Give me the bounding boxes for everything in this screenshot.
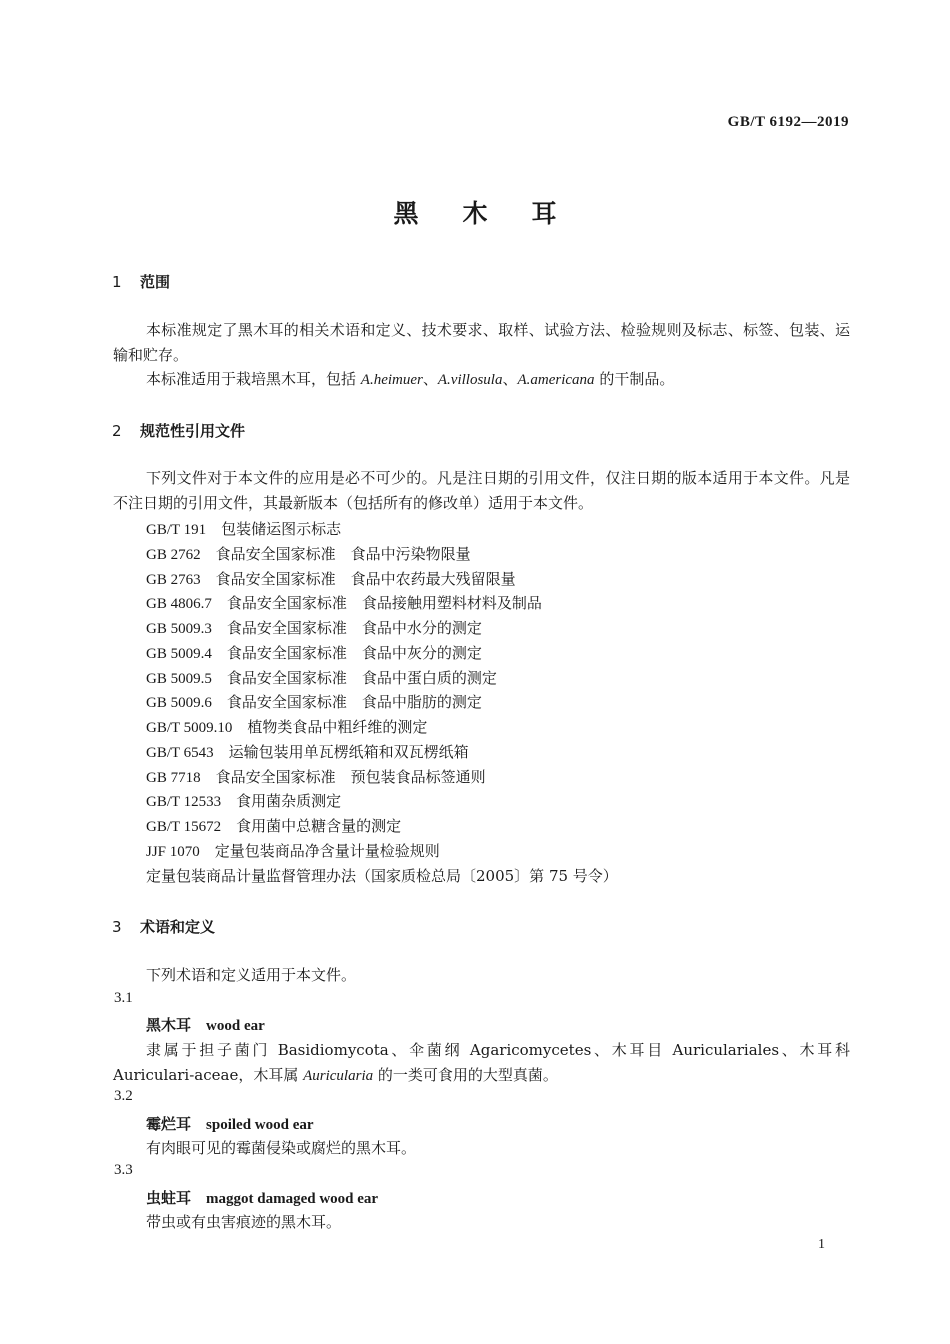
references-intro: 下列文件对于本文件的应用是必不可少的。凡是注日期的引用文件，仅注日期的版本适用于本文件。凡是不注日期的引用文件，其最新版本（包括所有的修改单）适用于本文件。 [113, 469, 850, 512]
genus-name: Auricularia [303, 1067, 374, 1084]
reference-code: GB 5009.4 [146, 645, 212, 662]
term-definition: 有肉眼可见的霉菌侵染或腐烂的黑木耳。 [146, 1139, 417, 1157]
term-en: wood ear [206, 1018, 265, 1034]
term-definition: 带虫或有虫害痕迹的黑木耳。 [146, 1213, 342, 1231]
species-name: A.americana [517, 372, 595, 388]
reference-item [146, 617, 482, 638]
section-title: 规范性引用文件 [140, 422, 246, 440]
reference-code: GB 2762 [146, 546, 201, 563]
term-heading [146, 1113, 314, 1134]
reference-code: GB/T 6543 [146, 744, 214, 761]
species-separator: 、 [422, 370, 438, 388]
reference-item [146, 716, 427, 737]
scope-paragraph-2 [113, 367, 850, 393]
reference-title: 植物类食品中粗纤维的测定 [247, 718, 428, 736]
reference-code: GB 2763 [146, 571, 201, 588]
reference-title: 食用菌杂质测定 [236, 792, 342, 811]
reference-item [146, 667, 497, 688]
definition-part-a: 隶属于担子菌门 Basidiomycota、伞菌纲 Agaricomycetes、木耳目 Auriculariales、木耳科 Auriculari-aceae，木耳属 [113, 1041, 850, 1084]
term-en: maggot damaged wood ear [206, 1191, 379, 1207]
reference-item [146, 766, 486, 787]
standard-code: GB/T 6192—2019 [727, 114, 849, 130]
reference-title: 食品安全国家标准 食品接触用塑料材料及制品 [226, 594, 542, 613]
reference-item [146, 568, 516, 589]
reference-title: 运输包装用单瓦楞纸箱和双瓦楞纸箱 [228, 742, 469, 761]
term-number: 3.1 [114, 990, 133, 1006]
reference-title: 定量包装商品净含量计量检验规则 [214, 841, 440, 860]
term-number: 3.2 [114, 1088, 133, 1104]
section-number: 3 [112, 918, 122, 936]
reference-item [146, 642, 482, 663]
term-zh: 霉烂耳 [146, 1115, 192, 1133]
reference-code: GB 5009.5 [146, 670, 212, 687]
reference-item [146, 790, 341, 811]
reference-code: GB/T 15672 [146, 819, 222, 835]
section-number: 1 [112, 273, 122, 291]
reference-code: GB/T 191 [146, 522, 207, 538]
section-heading-terms [112, 916, 215, 937]
reference-title: 食品安全国家标准 食品中蛋白质的测定 [226, 668, 497, 687]
section-heading-scope [112, 271, 170, 292]
scope-p2-prefix: 本标准适用于栽培黑木耳，包括 [146, 370, 361, 388]
term-zh: 虫蛀耳 [146, 1189, 192, 1207]
term-zh: 黑木耳 [146, 1016, 192, 1034]
reference-title: 食品安全国家标准 食品中农药最大残留限量 [215, 569, 516, 588]
reference-code: GB/T 12533 [146, 794, 222, 811]
reference-item [146, 518, 341, 539]
term-heading [146, 1014, 265, 1035]
reference-item [146, 543, 471, 564]
species-name: A.heimuer [360, 372, 423, 388]
reference-item [146, 592, 542, 613]
reference-title: 食用菌中总糖含量的测定 [236, 817, 402, 835]
reference-item [146, 741, 469, 762]
reference-code: GB/T 5009.10 [146, 720, 233, 736]
reference-item [146, 840, 440, 861]
term-heading [146, 1187, 378, 1208]
reference-code: GB 5009.6 [146, 695, 212, 712]
reference-title: 食品安全国家标准 食品中脂肪的测定 [226, 693, 482, 712]
reference-code: GB 7718 [146, 769, 201, 786]
scope-p2-suffix: 的干制品。 [594, 370, 675, 388]
reference-code: GB 4806.7 [146, 596, 212, 613]
species-name: A.villosula [437, 372, 503, 388]
term-en: spoiled wood ear [206, 1117, 314, 1133]
reference-title: 食品安全国家标准 食品中水分的测定 [226, 619, 482, 637]
section-number: 2 [112, 422, 122, 440]
reference-item-last: 定量包装商品计量监督管理办法（国家质检总局〔2005〕第 75 号令） [146, 867, 618, 885]
page-number: 1 [818, 1237, 825, 1252]
reference-title: 食品安全国家标准 预包装食品标签通则 [215, 767, 486, 786]
reference-title: 食品安全国家标准 食品中污染物限量 [215, 544, 471, 563]
section-heading-normative-references [112, 420, 245, 441]
term-number: 3.3 [114, 1162, 133, 1178]
document-title: 黑木耳 [393, 199, 601, 228]
term-definition [113, 1038, 850, 1088]
reference-item [146, 691, 482, 712]
scope-paragraph-1: 本标准规定了黑木耳的相关术语和定义、技术要求、取样、试验方法、检验规则及标志、标签、包装、运输和贮存。 [113, 321, 850, 364]
species-separator: 、 [502, 370, 518, 388]
reference-item [146, 815, 401, 836]
section-title: 术语和定义 [140, 918, 216, 936]
reference-title: 食品安全国家标准 食品中灰分的测定 [226, 643, 482, 662]
definition-part-b: 的一类可食用的大型真菌。 [373, 1065, 558, 1084]
section-title: 范围 [140, 273, 171, 291]
terms-intro: 下列术语和定义适用于本文件。 [146, 966, 357, 984]
reference-code: GB 5009.3 [146, 621, 212, 637]
reference-code: JJF 1070 [146, 843, 200, 860]
reference-title: 包装储运图示标志 [221, 520, 342, 538]
